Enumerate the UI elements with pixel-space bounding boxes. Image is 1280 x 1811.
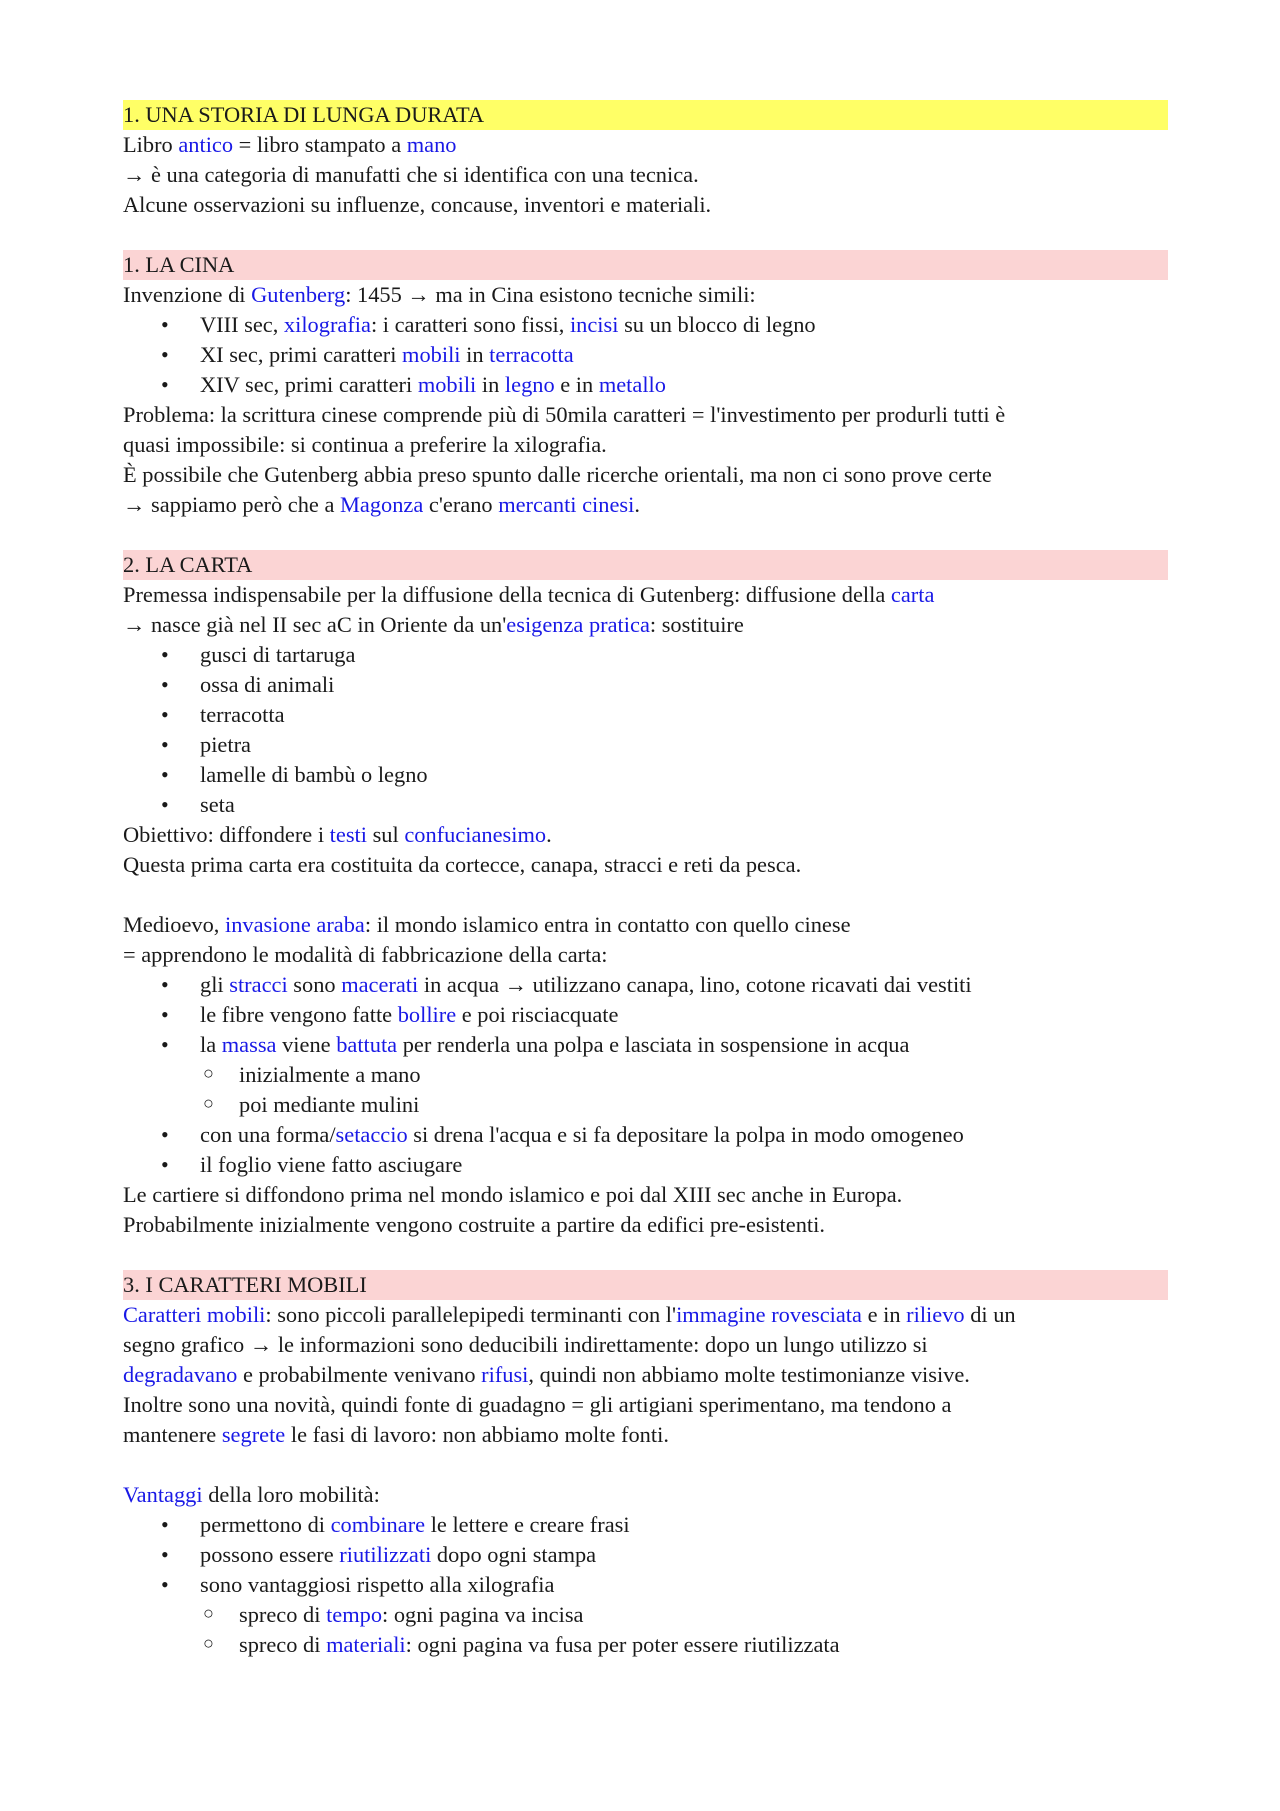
text-run: : sono piccoli parallelepipedi terminanti con l' (265, 1302, 677, 1327)
highlighted-term: mano (406, 132, 457, 157)
text-run: : i caratteri sono fissi, (370, 312, 570, 337)
bullet-item (123, 1540, 1168, 1570)
text-run: : 1455 → ma in Cina esistono tecniche simili: (345, 282, 756, 307)
text-run: su un blocco di legno (618, 312, 816, 337)
text-run: viene (276, 1032, 337, 1057)
highlighted-term: stracci (229, 972, 288, 997)
text-run: terracotta (200, 702, 285, 727)
text-run: si drena l'acqua e si fa depositare la polpa in modo omogeneo (407, 1122, 964, 1147)
highlighted-term: segrete (221, 1422, 286, 1447)
text-run: 1. LA CINA (123, 252, 235, 277)
highlighted-term: esigenza pratica (506, 612, 650, 637)
paragraph-line (123, 1390, 1168, 1420)
highlighted-term: mobili (417, 372, 477, 397)
text-run: inizialmente a mano (239, 1062, 421, 1087)
text-run: gli (200, 972, 230, 997)
text-run: segno grafico → le informazioni sono deducibili indirettamente: dopo un lungo utilizzo si (123, 1332, 928, 1357)
paragraph-line (123, 1420, 1168, 1450)
text-run: il foglio viene fatto asciugare (200, 1152, 463, 1177)
bullet-item (123, 340, 1168, 370)
text-run: sono (287, 972, 342, 997)
highlighted-term: rilievo (906, 1302, 965, 1327)
text-run: = libro stampato a (233, 132, 407, 157)
text-run: di un (964, 1302, 1016, 1327)
bullet-item (123, 1150, 1168, 1180)
paragraph-line (123, 1300, 1168, 1330)
bullet-item (123, 1570, 1168, 1600)
text-run: pietra (200, 732, 251, 757)
bullet-item (123, 760, 1168, 790)
bullet-item (123, 1030, 1168, 1060)
paragraph-line (123, 1480, 1168, 1510)
highlighted-term: setaccio (335, 1122, 408, 1147)
text-run: possono essere (200, 1542, 340, 1567)
text-run: , quindi non abbiamo molte testimonianze visive. (528, 1362, 970, 1387)
highlighted-term: legno (504, 372, 555, 397)
highlighted-term: confucianesimo (404, 822, 547, 847)
highlighted-term: antico (178, 132, 234, 157)
paragraph-line (123, 940, 1168, 970)
paragraph-line (123, 400, 1168, 430)
text-run: : sostituire (649, 612, 744, 637)
highlighted-term: Gutenberg (251, 282, 346, 307)
highlighted-term: riutilizzati (339, 1542, 432, 1567)
paragraph-line (123, 1210, 1168, 1240)
text-run: : ogni pagina va incisa (382, 1602, 584, 1627)
highlighted-term: terracotta (489, 342, 574, 367)
text-run: gusci di tartaruga (200, 642, 356, 667)
text-run: ossa di animali (200, 672, 335, 697)
bullet-item (123, 790, 1168, 820)
paragraph-line (123, 490, 1168, 520)
text-run: . (634, 492, 640, 517)
highlighted-term: Vantaggi (123, 1482, 203, 1507)
text-run: → nasce già nel II sec aC in Oriente da un' (123, 612, 507, 637)
highlighted-term: bollire (397, 1002, 457, 1027)
highlighted-term: Caratteri mobili (123, 1302, 266, 1327)
highlighted-term: mercanti cinesi (498, 492, 635, 517)
text-run: lamelle di bambù o legno (200, 762, 428, 787)
text-run: Premessa indispensabile per la diffusione della tecnica di Gutenberg: diffusione della (123, 582, 891, 607)
text-run: Invenzione di (123, 282, 252, 307)
text-run: per renderla una polpa e lasciata in sospensione in acqua (397, 1032, 910, 1057)
highlighted-term: rifusi (481, 1362, 529, 1387)
paragraph-line (123, 1360, 1168, 1390)
text-run: 1. UNA STORIA DI LUNGA DURATA (123, 102, 485, 127)
text-run: e probabilmente venivano (237, 1362, 482, 1387)
text-run: sono vantaggiosi rispetto alla xilografia (200, 1572, 555, 1597)
text-run: XIV sec, primi caratteri (200, 372, 418, 397)
highlighted-term: massa (221, 1032, 277, 1057)
highlighted-term: degradavano (123, 1362, 238, 1387)
text-run: della loro mobilità: (202, 1482, 380, 1507)
text-run: permettono di (200, 1512, 331, 1537)
highlighted-term: battuta (336, 1032, 398, 1057)
paragraph-line (123, 850, 1168, 880)
text-run: : il mondo islamico entra in contatto con quello cinese (364, 912, 851, 937)
text-run: le lettere e creare frasi (425, 1512, 630, 1537)
text-run: mantenere (123, 1422, 222, 1447)
text-run: quasi impossibile: si continua a preferire la xilografia. (123, 432, 607, 457)
text-run: la (200, 1032, 222, 1057)
text-run: Medioevo, (123, 912, 225, 937)
text-run: Le cartiere si diffondono prima nel mondo islamico e poi dal XIII sec anche in Europa. (123, 1182, 903, 1207)
text-run: le fasi di lavoro: non abbiamo molte fonti. (285, 1422, 669, 1447)
blank-line (123, 220, 1168, 250)
highlighted-term: carta (890, 582, 935, 607)
section-heading (123, 550, 1168, 580)
text-run: Problema: la scrittura cinese comprende più di 50mila caratteri = l'investimento per produrli tutti è (123, 402, 1006, 427)
blank-line (123, 1450, 1168, 1480)
highlighted-term: Magonza (340, 492, 424, 517)
text-run: Alcune osservazioni su influenze, concause, inventori e materiali. (123, 192, 712, 217)
bullet-item (123, 700, 1168, 730)
highlighted-term: materiali (326, 1632, 406, 1657)
text-run: le fibre vengono fatte (200, 1002, 398, 1027)
bullet-item (123, 310, 1168, 340)
bullet-item (123, 970, 1168, 1000)
highlighted-term: tempo (326, 1602, 383, 1627)
text-run: in (476, 372, 505, 397)
paragraph-line (123, 430, 1168, 460)
paragraph-line (123, 820, 1168, 850)
section-heading (123, 100, 1168, 130)
bullet-item (123, 1510, 1168, 1540)
sub-bullet-item (123, 1060, 1168, 1090)
text-run: in acqua → utilizzano canapa, lino, cotone ricavati dai vestiti (418, 972, 972, 997)
text-run: Inoltre sono una novità, quindi fonte di guadagno = gli artigiani sperimentano, ma tendono a (123, 1392, 952, 1417)
paragraph-line (123, 910, 1168, 940)
text-run: e in (861, 1302, 907, 1327)
text-run: e poi risciacquate (456, 1002, 619, 1027)
paragraph-line (123, 1330, 1168, 1360)
text-run: spreco di (239, 1602, 327, 1627)
text-run: in (460, 342, 490, 367)
document-page (123, 100, 1168, 1660)
bullet-item (123, 730, 1168, 760)
blank-line (123, 880, 1168, 910)
text-run: 2. LA CARTA (123, 552, 253, 577)
text-run: 3. I CARATTERI MOBILI (123, 1272, 367, 1297)
text-run: spreco di (239, 1632, 327, 1657)
text-run: : ogni pagina va fusa per poter essere riutilizzata (405, 1632, 840, 1657)
text-run: Obiettivo: diffondere i (123, 822, 330, 847)
blank-line (123, 520, 1168, 550)
highlighted-term: metallo (598, 372, 666, 397)
text-run: Questa prima carta era costituita da cortecce, canapa, stracci e reti da pesca. (123, 852, 802, 877)
bullet-item (123, 1000, 1168, 1030)
bullet-item (123, 670, 1168, 700)
section-heading (123, 1270, 1168, 1300)
text-run: dopo ogni stampa (431, 1542, 597, 1567)
text-run: . (546, 822, 552, 847)
highlighted-term: incisi (569, 312, 619, 337)
text-run: Libro (123, 132, 179, 157)
text-run: poi mediante mulini (239, 1092, 420, 1117)
text-run: XI sec, primi caratteri (200, 342, 403, 367)
bullet-item (123, 370, 1168, 400)
bullet-item (123, 640, 1168, 670)
text-run: = apprendono le modalità di fabbricazione della carta: (123, 942, 608, 967)
highlighted-term: combinare (330, 1512, 426, 1537)
blank-line (123, 1240, 1168, 1270)
paragraph-line (123, 160, 1168, 190)
highlighted-term: invasione araba (224, 912, 365, 937)
text-run: sul (366, 822, 405, 847)
text-run: VIII sec, (200, 312, 284, 337)
paragraph-line (123, 190, 1168, 220)
highlighted-term: testi (329, 822, 367, 847)
text-run: con una forma/ (200, 1122, 336, 1147)
section-heading (123, 250, 1168, 280)
text-run: È possibile che Gutenberg abbia preso spunto dalle ricerche orientali, ma non ci sono prove certe (123, 462, 992, 487)
paragraph-line (123, 460, 1168, 490)
bullet-item (123, 1120, 1168, 1150)
sub-bullet-item (123, 1090, 1168, 1120)
highlighted-term: xilografia (283, 312, 371, 337)
text-run: → è una categoria di manufatti che si identifica con una tecnica. (123, 162, 699, 187)
highlighted-term: macerati (341, 972, 419, 997)
text-run: Probabilmente inizialmente vengono costruite a partire da edifici pre-esistenti. (123, 1212, 825, 1237)
paragraph-line (123, 1180, 1168, 1210)
sub-bullet-item (123, 1630, 1168, 1660)
text-run: c'erano (423, 492, 499, 517)
text-run: seta (200, 792, 235, 817)
paragraph-line (123, 580, 1168, 610)
text-run: → sappiamo però che a (123, 492, 340, 517)
sub-bullet-item (123, 1600, 1168, 1630)
highlighted-term: immagine rovesciata (676, 1302, 862, 1327)
paragraph-line (123, 610, 1168, 640)
highlighted-term: mobili (402, 342, 461, 367)
text-run: e in (554, 372, 599, 397)
paragraph-line (123, 130, 1168, 160)
paragraph-line (123, 280, 1168, 310)
